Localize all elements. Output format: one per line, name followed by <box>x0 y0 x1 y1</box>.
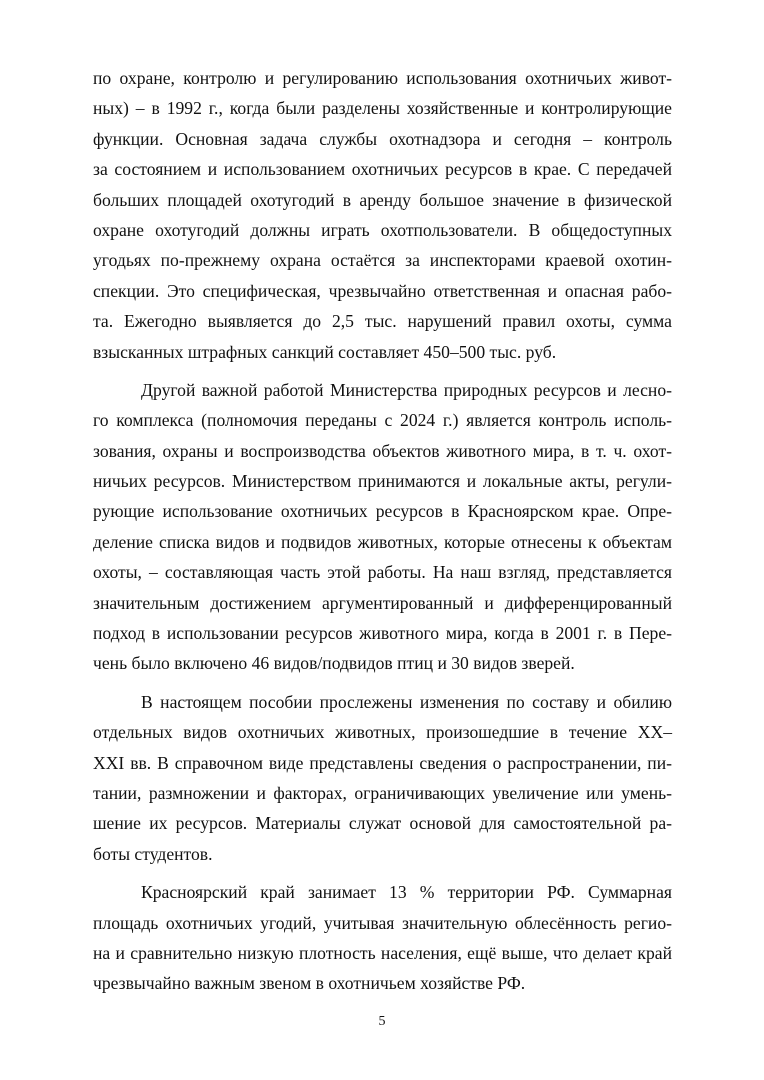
text-line: площадь охотничьих угодий, учитывая значительную облесённость регио- <box>93 912 672 933</box>
text-line: ничьих ресурсов. Министерством принимаются и локальные акты, регули- <box>93 471 672 492</box>
text-line: Красноярский край занимает 13 % территории РФ. Суммарная <box>141 882 672 903</box>
text-line: взысканных штрафных санкций составляет 450–500 тыс. руб. <box>93 341 557 362</box>
paragraph-3 <box>93 687 672 869</box>
paragraph-gap <box>93 679 672 687</box>
text-line: шение их ресурсов. Материалы служат основой для самостоятельной ра- <box>93 813 672 834</box>
text-line: отдельных видов охотничьих животных, произошедшие в течение XX– <box>93 722 672 743</box>
text-line: рующие использование охотничьих ресурсов в Красноярском крае. Опре- <box>93 501 672 522</box>
text-line: подход в использовании ресурсов животного мира, когда в 2001 г. в Пере- <box>93 623 672 644</box>
body-text <box>93 63 672 999</box>
text-line: чрезвычайно важным звеном в охотничьем хозяйстве РФ. <box>93 973 526 994</box>
text-line: на и сравнительно низкую плотность населения, ещё выше, что делает край <box>93 942 672 963</box>
paragraph-gap <box>93 367 672 375</box>
text-line: го комплекса (полномочия переданы с 2024 г.) является контроль исполь- <box>93 410 672 431</box>
text-line: за состоянием и использованием охотничьих ресурсов в крае. С передачей <box>93 159 672 180</box>
text-line: зования, охраны и воспроизводства объектов животного мира, в т. ч. охот- <box>93 440 672 461</box>
text-line: функции. Основная задача службы охотнадзора и сегодня – контроль <box>93 128 672 149</box>
text-line: боты студентов. <box>93 843 213 864</box>
text-line: значительным достижением аргументированный и дифференцированный <box>93 592 672 613</box>
text-line: XXI вв. В справочном виде представлены сведения о распространении, пи- <box>93 752 672 773</box>
text-line: угодьях по-прежнему охрана остаётся за инспекторами краевой охотин- <box>93 250 672 271</box>
text-line: та. Ежегодно выявляется до 2,5 тыс. нарушений правил охоты, сумма <box>93 311 672 332</box>
paragraph-1 <box>93 63 672 367</box>
text-line: чень было включено 46 видов/подвидов птиц и 30 видов зверей. <box>93 653 575 674</box>
text-line: по охране, контролю и регулированию использования охотничьих живот- <box>93 68 672 88</box>
text-line: тании, размножении и факторах, ограничивающих увеличение или умень- <box>93 782 672 803</box>
text-line: Другой важной работой Министерства природных ресурсов и лесно- <box>141 379 672 400</box>
paragraph-4 <box>93 877 672 999</box>
text-line: охоты, – составляющая часть этой работы. На наш взгляд, представляется <box>93 562 672 583</box>
text-line: больших площадей охотугодий в аренду большое значение в физической <box>93 189 672 210</box>
paragraph-gap <box>93 869 672 877</box>
text-line: спекции. Это специфическая, чрезвычайно ответственная и опасная рабо- <box>93 280 672 301</box>
text-line: В настоящем пособии прослежены изменения по составу и обилию <box>141 691 672 712</box>
text-line: ных) – в 1992 г., когда были разделены хозяйственные и контролирующие <box>93 98 672 119</box>
text-line: охране охотугодий должны играть охотпользователи. В общедоступных <box>93 219 672 240</box>
paragraph-2 <box>93 375 672 679</box>
page-number: 5 <box>378 1014 386 1029</box>
text-line: деление списка видов и подвидов животных, которые отнесены к объектам <box>93 531 672 552</box>
